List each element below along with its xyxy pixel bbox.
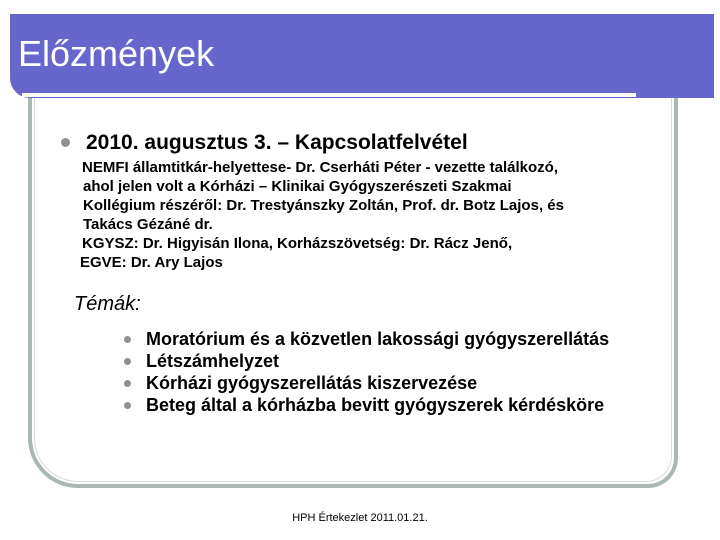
topic-text: Moratórium és a közvetlen lakossági gyógyszerellátás [146, 329, 610, 349]
slide-title: Előzmények [18, 33, 215, 74]
bullet-dot-icon [124, 380, 131, 387]
detail-line: Takács Gézáné dr. [83, 216, 213, 233]
topic-item [124, 394, 609, 416]
details-block [82, 158, 682, 272]
detail-line: NEMFI államtitkár-helyettese- Dr. Cserháti Péter - vezette találkozó, [82, 159, 558, 176]
topic-text: Beteg által a kórházba bevitt gyógyszerek kérdésköre [146, 395, 605, 415]
detail-line: KGYSZ: Dr. Higyisán Ilona, Korházszövetség: Dr. Rácz Jenő, [82, 235, 513, 252]
topic-item [124, 372, 609, 394]
topics-list [124, 328, 609, 416]
topic-item [124, 328, 609, 350]
detail-line: EGVE: Dr. Ary Lajos [80, 254, 223, 271]
bullet-dot-icon [61, 138, 70, 147]
bullet-dot-icon [124, 358, 131, 365]
bullet-dot-icon [124, 402, 131, 409]
topic-item [124, 350, 609, 372]
topic-text: Kórházi gyógyszerellátás kiszervezése [146, 373, 478, 393]
topics-label: Témák: [74, 293, 141, 315]
detail-line: ahol jelen volt a Kórházi – Klinikai Gyógyszerészeti Szakmai [83, 178, 512, 195]
topic-text: Létszámhelyzet [146, 351, 280, 371]
title-underline [22, 93, 636, 97]
bullet-dot-icon [124, 336, 131, 343]
main-bullet: 2010. augusztus 3. – Kapcsolatfelvétel [86, 131, 468, 154]
footer-text: HPH Értekezlet 2011.01.21. [292, 512, 428, 524]
detail-line: Kollégium részéről: Dr. Trestyánszky Zoltán, Prof. dr. Botz Lajos, és [83, 197, 564, 214]
